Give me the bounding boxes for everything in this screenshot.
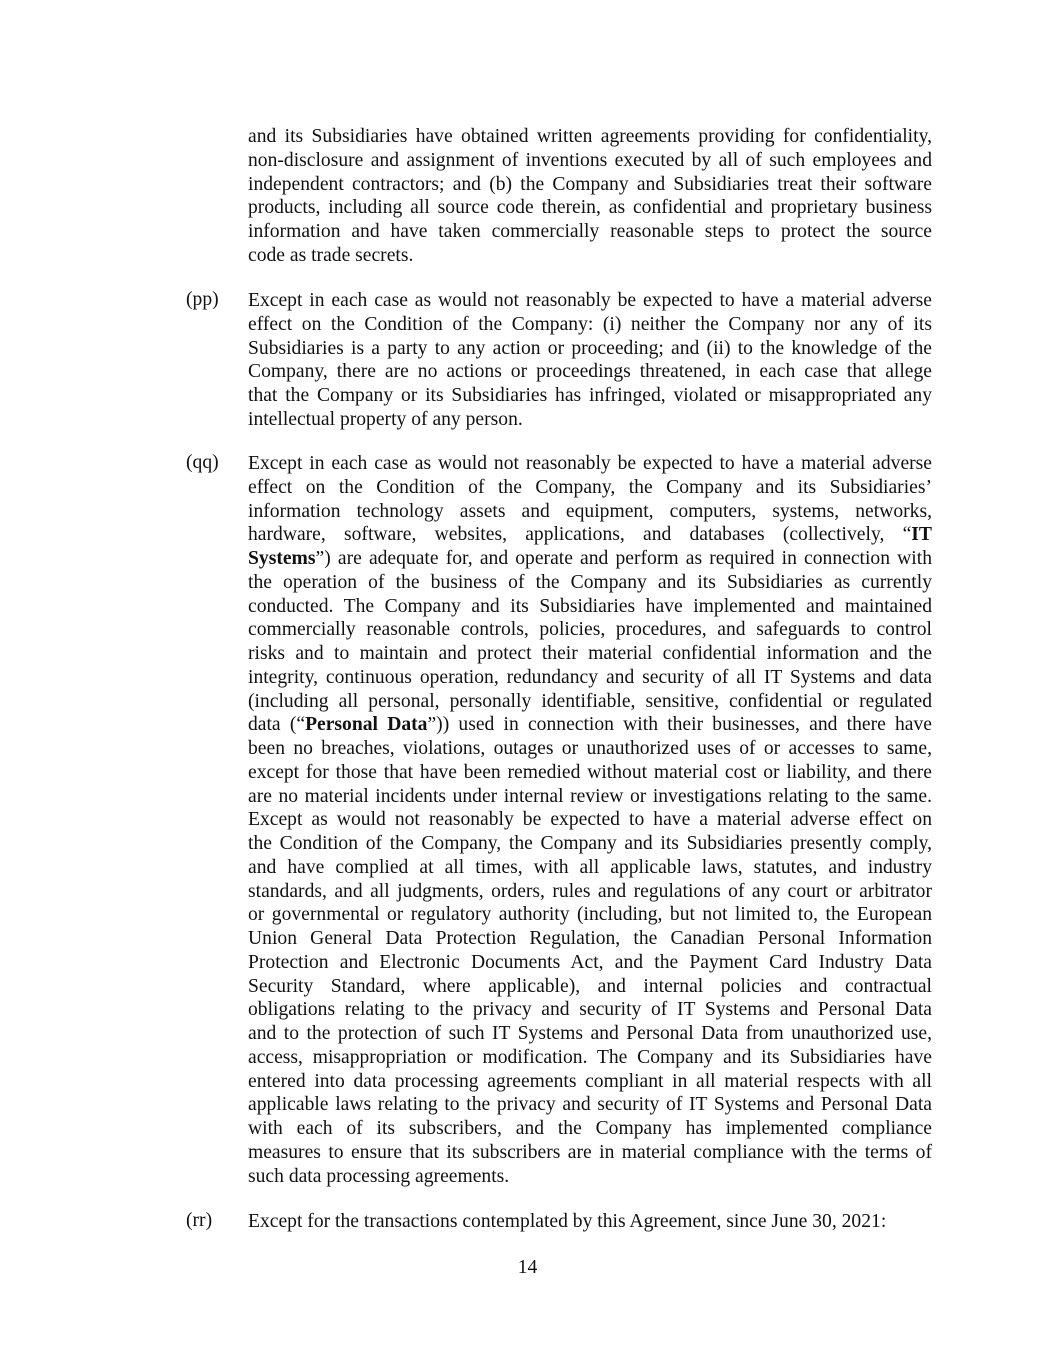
text-segment: Security Standard, where applicable), and internal policies and contractual: [248, 975, 932, 997]
text-segment: Except as would not reasonably be expected to have a material adverse effect on: [248, 809, 932, 831]
paragraph-body: [248, 125, 932, 268]
text-line: [248, 408, 932, 432]
text-line: [248, 1070, 932, 1094]
text-line: [248, 1093, 932, 1117]
text-line: [248, 571, 932, 595]
text-segment: the Condition of the Company, the Company and its Subsidiaries presently comply,: [248, 833, 932, 854]
text-segment: ”)) used in connection with their businesses, and there have: [427, 714, 932, 736]
text-line: [248, 1210, 932, 1234]
text-line: [248, 618, 932, 642]
text-segment: ”) are adequate for, and operate and perform as required in connection with: [315, 548, 932, 569]
text-line: [248, 785, 932, 809]
text-line: [248, 1117, 932, 1141]
text-line: [248, 975, 932, 999]
text-line: [248, 360, 932, 384]
text-line: [248, 642, 932, 666]
text-segment: standards, and all judgments, orders, rules and regulations of any court or arbitrator: [248, 880, 932, 902]
text-line: [248, 880, 932, 904]
paragraph-body: [248, 1210, 932, 1234]
text-line: [248, 856, 932, 880]
text-line: [248, 832, 932, 856]
paragraph-continuation: [186, 125, 932, 268]
text-segment: obligations relating to the privacy and security of IT Systems and Personal Data: [248, 999, 932, 1021]
text-segment: effect on the Condition of the Company, the Company and its Subsidiaries’: [248, 476, 932, 498]
text-segment: data (“: [248, 714, 306, 736]
text-segment: Except in each case as would not reasonably be expected to have a material adverse: [248, 290, 932, 311]
defined-term: IT: [911, 524, 932, 546]
text-line: [248, 998, 932, 1022]
text-segment: and have complied at all times, with all applicable laws, statutes, and industry: [248, 856, 932, 878]
text-line: [248, 1022, 932, 1046]
text-segment: with each of its subscribers, and the Company has implemented compliance: [248, 1118, 932, 1139]
text-segment: and to the protection of such IT Systems and Personal Data from unauthorized use,: [248, 1023, 932, 1044]
text-line: [248, 313, 932, 337]
text-segment: (including all personal, personally identifiable, sensitive, confidential or regulated: [248, 690, 932, 712]
text-segment: are no material incidents under internal review or investigations relating to the same.: [248, 785, 932, 807]
text-segment: risks and to maintain and protect their material confidential information and the: [248, 643, 932, 664]
text-line: [248, 452, 932, 476]
text-segment: applicable laws relating to the privacy and security of IT Systems and Personal Data: [248, 1094, 932, 1116]
paragraph-body: [248, 289, 932, 432]
text-line: [248, 666, 932, 690]
text-segment: hardware, software, websites, applications, and databases (collectively, “: [248, 524, 912, 546]
paragraph-pp: [186, 289, 932, 432]
text-line: [248, 173, 932, 197]
text-line: [248, 149, 932, 173]
text-segment: code as trade secrets.: [248, 244, 414, 266]
text-line: [248, 595, 932, 619]
text-segment: intellectual property of any person.: [248, 408, 523, 430]
text-segment: except for those that have been remedied without material cost or liability, and there: [248, 761, 932, 783]
text-segment: Except in each case as would not reasonably be expected to have a material adverse: [248, 453, 932, 474]
text-segment: commercially reasonable controls, policies, procedures, and safeguards to control: [248, 619, 932, 641]
text-line: [248, 808, 932, 832]
text-segment: information and have taken commercially reasonable steps to protect the source: [248, 221, 932, 242]
paragraph-qq: [186, 452, 932, 1188]
text-segment: Protection and Electronic Documents Act, and the Payment Card Industry Data: [248, 951, 932, 973]
text-segment: been no breaches, violations, outages or unauthorized uses of or accesses to same,: [248, 738, 932, 759]
text-segment: Company, there are no actions or proceedings threatened, in each case that allege: [248, 361, 932, 383]
text-segment: measures to ensure that its subscribers are in material compliance with the terms of: [248, 1141, 932, 1163]
text-segment: conducted. The Company and its Subsidiaries have implemented and maintained: [248, 595, 932, 617]
text-line: [248, 244, 932, 268]
text-segment: access, misappropriation or modification. The Company and its Subsidiaries have: [248, 1046, 932, 1068]
text-segment: integrity, continuous operation, redundancy and security of all IT Systems and data: [248, 666, 932, 688]
text-line: [248, 903, 932, 927]
text-line: [248, 289, 932, 313]
defined-term: Personal Data: [305, 714, 428, 736]
text-segment: products, including all source code therein, as confidential and proprietary business: [248, 197, 932, 219]
text-line: [248, 761, 932, 785]
paragraph-rr: [186, 1210, 932, 1234]
text-line: [248, 476, 932, 500]
text-line: [248, 337, 932, 361]
text-segment: or governmental or regulatory authority (including, but not limited to, the European: [248, 904, 932, 926]
text-line: [248, 220, 932, 244]
text-segment: independent contractors; and (b) the Company and Subsidiaries treat their software: [248, 173, 932, 195]
text-segment: Except for the transactions contemplated by this Agreement, since June 30, 2021:: [248, 1211, 887, 1232]
text-line: [248, 951, 932, 975]
text-segment: such data processing agreements.: [248, 1165, 510, 1187]
text-line: [248, 384, 932, 408]
text-line: [248, 690, 932, 714]
text-line: [248, 500, 932, 524]
text-line: [248, 737, 932, 761]
page-number: 14: [517, 1257, 538, 1278]
text-segment: the operation of the business of the Company and its Subsidiaries as currently: [248, 571, 932, 593]
text-line: [248, 1046, 932, 1070]
text-line: [248, 927, 932, 951]
text-line: [248, 125, 932, 149]
text-segment: entered into data processing agreements compliant in all material respects with all: [248, 1070, 932, 1092]
text-segment: Union General Data Protection Regulation, the Canadian Personal Information: [248, 928, 932, 949]
text-line: [248, 547, 932, 571]
text-segment: that the Company or its Subsidiaries has infringed, violated or misappropriated any: [248, 385, 932, 406]
paragraph-body: [248, 452, 932, 1188]
text-line: [248, 1165, 932, 1189]
defined-term: Systems: [248, 548, 316, 569]
text-segment: non-disclosure and assignment of inventions executed by all of such employees and: [248, 149, 932, 171]
text-line: [248, 523, 932, 547]
text-segment: and its Subsidiaries have obtained written agreements providing for confidentiality,: [248, 126, 932, 147]
text-line: [248, 713, 932, 737]
text-line: [248, 196, 932, 220]
text-segment: information technology assets and equipment, computers, systems, networks,: [248, 500, 932, 522]
text-segment: Subsidiaries is a party to any action or proceeding; and (ii) to the knowledge of the: [248, 337, 932, 359]
text-segment: effect on the Condition of the Company: (i) neither the Company nor any of its: [248, 313, 932, 335]
paragraph-label: (qq): [186, 452, 219, 473]
text-line: [248, 1141, 932, 1165]
paragraph-label: (pp): [186, 289, 219, 310]
paragraph-label: (rr): [186, 1210, 213, 1231]
